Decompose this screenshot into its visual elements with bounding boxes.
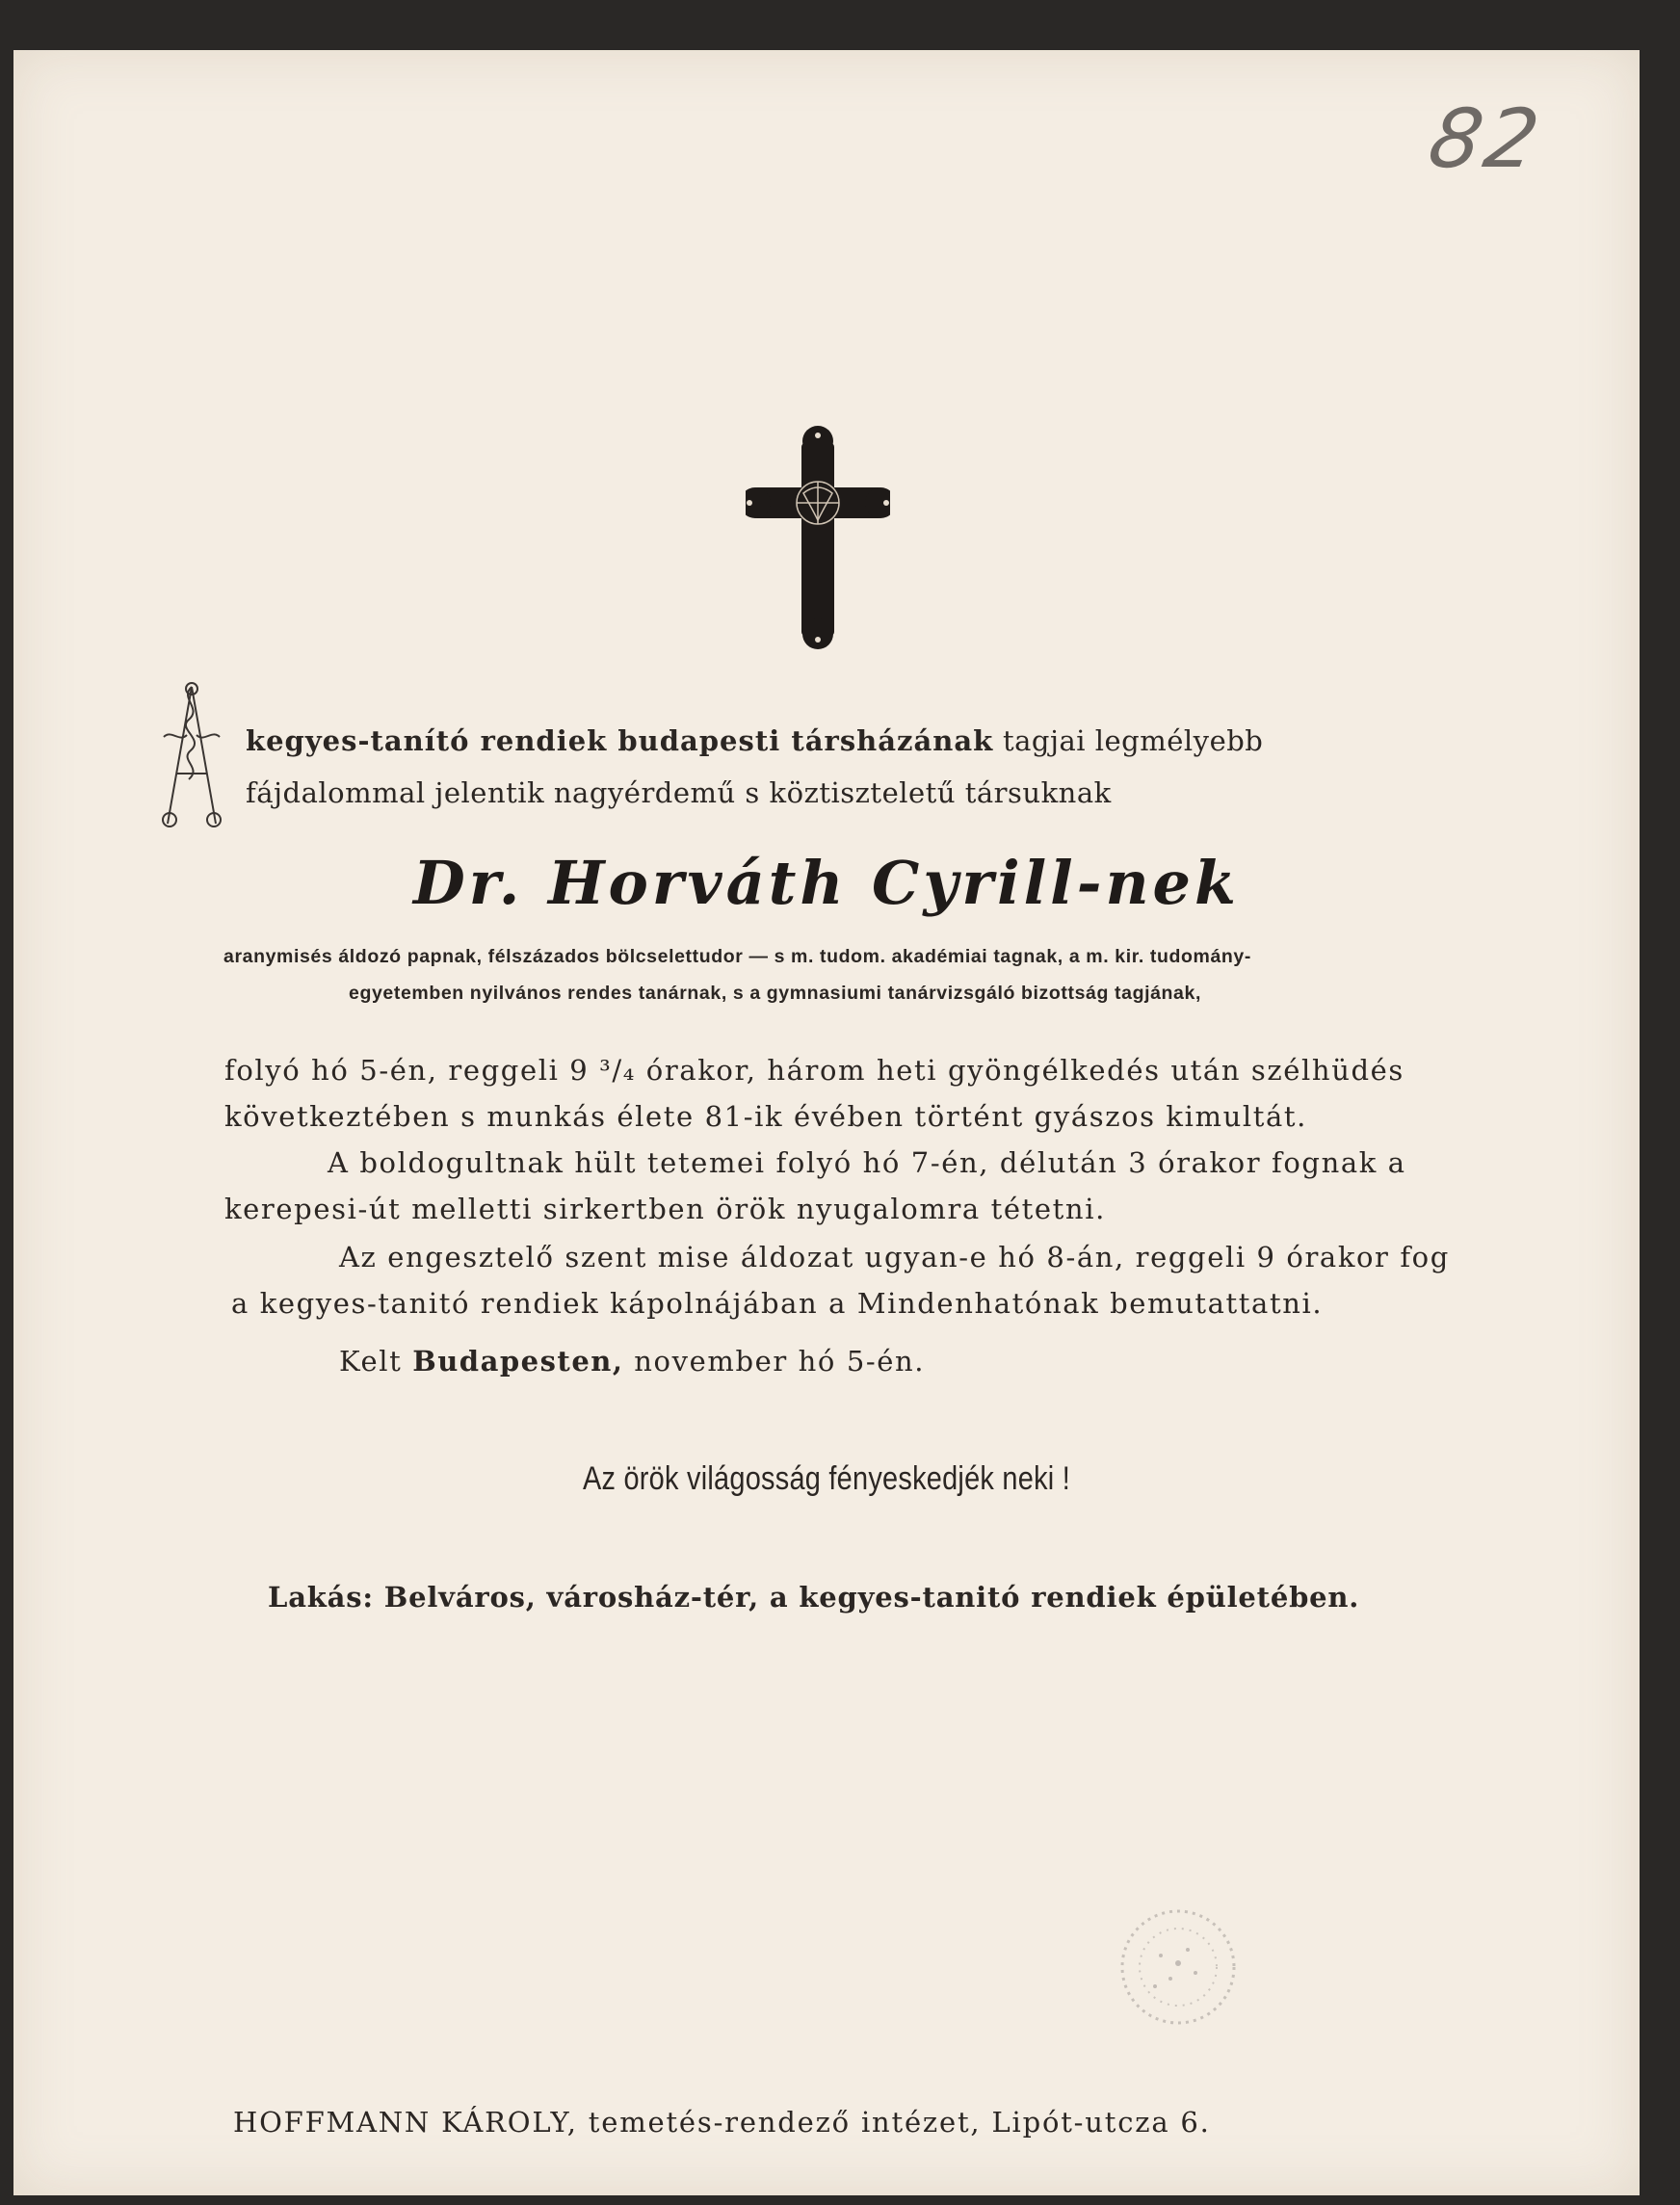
prayer-motto: Az örök világosság fényeskedjék neki ! [582,1460,1071,1497]
titles-line-1: aranymisés áldozó papnak, félszázados bölcselettudor — s m. tudom. akadémiai tagnak, a m. kir. tudomány- [223,946,1251,967]
ornamental-cross-icon [746,424,890,650]
deceased-name: Dr. Horváth Cyrill-nek [413,848,1240,918]
binding-edge [0,0,13,2205]
printer-imprint: HOFFMANN KÁROLY, temetés-rendező intézet, Lipót-utcza 6. [233,2106,1211,2139]
body-line-4: kerepesi-út melletti sirkertben örök nyugalomra tétetni. [224,1193,1106,1225]
body-line-3: A boldogultnak hült tetemei folyó hó 7-én, délután 3 órakor fognak a [328,1146,1406,1179]
intro-line-2: fájdalommal jelentik nagyérdemű s köztiszteletű társuknak [246,776,1112,809]
dateline-suffix: november hó 5-én. [623,1345,926,1378]
titles-line-2: egyetemben nyilvános rendes tanárnak, s a gymnasiumi tanárvizsgáló bizottság tagjának, [349,983,1201,1004]
dateline [339,1345,925,1378]
body-line-2: következtében s munkás élete 81-ik évében történt gyászos kimultát. [224,1100,1307,1133]
body-line-5: Az engesztelő szent mise áldozat ugyan-e hó 8-án, reggeli 9 órakor fog [339,1241,1450,1273]
intro-line-1-rest: tagjai legmélyebb [993,724,1264,757]
body-line-6: a kegyes-tanitó rendiek kápolnájában a Mindenhatónak bemutattatni. [231,1287,1324,1320]
faded-library-stamp [1101,1900,1255,2034]
ornamental-initial-a [160,679,223,833]
handwritten-page-number: 82 [1422,92,1550,186]
dateline-place: Budapesten, [412,1345,624,1378]
dateline-prefix: Kelt [339,1345,413,1378]
body-line-1: folyó hó 5-én, reggeli 9 ³/₄ órakor, három heti gyöngélkedés után szélhüdés [224,1054,1404,1087]
intro-line-1 [246,724,1263,757]
residence-line: Lakás: Belváros, városház-tér, a kegyes-tanitó rendiek épületében. [268,1581,1360,1614]
community-name: kegyes-tanító rendiek budapesti társházának [246,724,994,757]
